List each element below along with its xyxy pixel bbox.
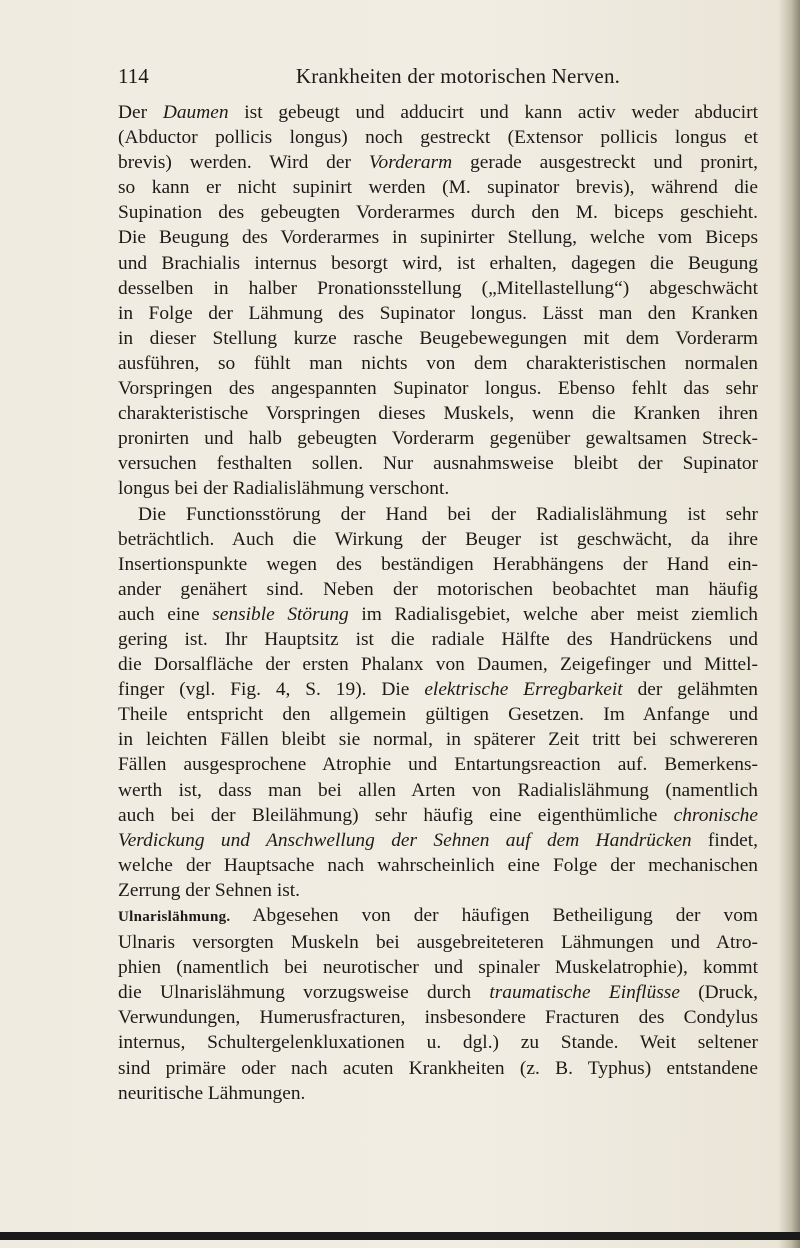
text-line	[118, 200, 758, 225]
text-line	[118, 1056, 758, 1081]
text-run: die Dorsalfläche der ersten Phalanx von Daumen, Zeigefinger und Mittel-	[118, 654, 758, 676]
text-run: sind primäre oder nach acuten Krankheiten (z. B. Typhus) entstandene	[118, 1057, 758, 1079]
text-line	[118, 1005, 758, 1030]
text-line	[118, 401, 758, 426]
text-run: auch eine	[118, 603, 213, 625]
text-run: in Folge der Lähmung des Supinator longus. Lässt man den Kranken	[118, 302, 758, 324]
text-line	[118, 980, 758, 1005]
text-run: ander genähert sind. Neben der motorischen beobachtet man häufig	[118, 578, 758, 600]
text-run: Der	[118, 102, 163, 123]
running-title: Krankheiten der motorischen Nerven.	[295, 64, 621, 88]
text-run: der gelähmten	[622, 679, 759, 701]
text-run: (Druck,	[679, 982, 758, 1004]
text-run: in dieser Stellung kurze rasche Beugebewegungen mit dem Vorderarm	[118, 327, 758, 349]
text-run: versuchen festhalten sollen. Nur ausnahmsweise bleibt der Supinator	[118, 453, 758, 475]
text-line	[118, 778, 758, 803]
text-line	[118, 652, 758, 677]
emphasis-text: Daumen	[162, 102, 229, 123]
text-run: Ulnaris versorgten Muskeln bei ausgebreiteteren Lähmungen und Atro-	[118, 932, 758, 954]
text-line	[118, 251, 758, 276]
text-line	[118, 527, 758, 552]
emphasis-text: Verdickung und Anschwellung der Sehnen auf dem Handrücken	[118, 829, 692, 851]
text-run: charakteristische Vorspringen dieses Muskels, wenn die Kranken ihren	[118, 403, 758, 425]
text-run: brevis) werden. Wird der	[118, 152, 369, 174]
text-run: werth ist, dass man bei allen Arten von Radialislähmung (namentlich	[118, 779, 758, 801]
page-header	[118, 64, 758, 88]
text-run: pronirten und halb gebeugten Vorderarm gegenüber gewaltsamen Streck-	[118, 428, 758, 450]
text-line	[118, 451, 758, 476]
text-run: Die Functionsstörung der Hand bei der Radialislähmung ist sehr	[138, 503, 758, 525]
text-line	[118, 627, 758, 652]
text-run: longus bei der Radialislähmung verschont.	[118, 478, 450, 500]
text-line	[118, 677, 758, 702]
text-line	[118, 1081, 758, 1106]
text-line	[118, 903, 758, 930]
emphasis-text: elektrische Erregbarkeit	[424, 679, 623, 701]
emphasis-text: sensible Störung	[212, 603, 349, 625]
text-run: im Radialisgebiet, welche aber meist ziemlich	[348, 603, 758, 625]
text-run: Theile entspricht den allgemein gültigen Gesetzen. Im Anfange und	[118, 704, 758, 726]
text-line	[118, 702, 758, 727]
text-line	[118, 828, 758, 853]
text-line	[118, 476, 758, 501]
text-line	[118, 175, 758, 200]
text-line	[118, 727, 758, 752]
text-line	[118, 955, 758, 980]
text-line	[118, 301, 758, 326]
text-line	[118, 602, 758, 627]
text-line	[118, 502, 758, 527]
text-run: ausführen, so fühlt man nichts von dem charakteristischen normalen	[118, 352, 758, 374]
text-run: ist gebeugt und adducirt und kann activ weder abducirt	[228, 102, 758, 123]
page-edge-shadow	[778, 0, 800, 1248]
body-text	[118, 100, 758, 1106]
text-run: die Ulnarislähmung vorzugsweise durch	[118, 982, 490, 1004]
text-run: Die Beugung des Vorderarmes in supinirter Stellung, welche vom Biceps	[118, 227, 758, 249]
text-line	[118, 376, 758, 401]
text-run: Verwundungen, Humerusfracturen, insbesondere Fracturen des Condylus	[118, 1007, 758, 1029]
text-run: Abgesehen von der häufigen Betheiligung der vom	[230, 905, 758, 926]
text-run: (Abductor pollicis longus) noch gestreckt (Extensor pollicis longus et	[118, 127, 758, 149]
text-line	[118, 276, 758, 301]
text-run: beträchtlich. Auch die Wirkung der Beuger ist geschwächt, da ihre	[118, 528, 758, 550]
text-run: Vorspringen des angespannten Supinator longus. Ebenso fehlt das sehr	[118, 378, 758, 400]
text-line	[118, 100, 758, 125]
text-line	[118, 426, 758, 451]
text-line	[118, 803, 758, 828]
emphasis-text: Vorderarm	[368, 152, 453, 174]
text-line	[118, 853, 758, 878]
text-run: finger (vgl. Fig. 4, S. 19). Die	[118, 679, 425, 701]
text-line	[118, 1030, 758, 1055]
text-line	[118, 351, 758, 376]
text-line	[118, 552, 758, 577]
text-run: Insertionspunkte wegen des beständigen Herabhängens der Hand ein-	[118, 553, 758, 575]
text-run: so kann er nicht supinirt werden (M. supinator brevis), während die	[118, 177, 758, 199]
text-run: desselben in halber Pronationsstellung („Mitellastellung“) abgeschwächt	[118, 277, 758, 299]
emphasis-text: traumatische Einflüsse	[489, 982, 680, 1004]
text-run: Fällen ausgesprochene Atrophie und Entartungsreaction auf. Bemerkens-	[118, 754, 758, 776]
scan-bottom-border	[0, 1232, 800, 1240]
text-line	[118, 930, 758, 955]
text-run: auch bei der Bleilähmung) sehr häufig eine eigenthümliche	[118, 804, 674, 826]
text-run: in leichten Fällen bleibt sie normal, in späterer Zeit tritt bei schwereren	[118, 729, 758, 751]
text-line	[118, 577, 758, 602]
text-line	[118, 225, 758, 250]
section-heading: Ulnarislähmung.	[118, 909, 231, 925]
text-run: internus, Schultergelenkluxationen u. dgl.) zu Stande. Weit seltener	[118, 1032, 758, 1054]
text-run: Zerrung der Sehnen ist.	[118, 879, 301, 901]
text-run: phien (namentlich bei neurotischer und spinaler Muskelatrophie), kommt	[118, 957, 758, 979]
text-line	[118, 326, 758, 351]
emphasis-text: chronische	[673, 804, 758, 826]
text-line	[118, 150, 758, 175]
text-run: welche der Hauptsache nach wahrscheinlich eine Folge der mechanischen	[118, 854, 758, 876]
text-line	[118, 125, 758, 150]
page-number: 114	[118, 64, 149, 88]
text-run: Supination des gebeugten Vorderarmes durch den M. biceps geschieht.	[118, 202, 758, 224]
text-line	[118, 878, 758, 903]
text-run: gerade ausgestreckt und pronirt,	[452, 152, 759, 174]
text-run: neuritische Lähmungen.	[118, 1082, 306, 1104]
text-line	[118, 752, 758, 777]
text-run: findet,	[691, 829, 758, 851]
text-run: und Brachialis internus besorgt wird, ist erhalten, dagegen die Beugung	[118, 252, 758, 274]
text-run: gering ist. Ihr Hauptsitz ist die radiale Hälfte des Handrückens und	[118, 628, 758, 650]
